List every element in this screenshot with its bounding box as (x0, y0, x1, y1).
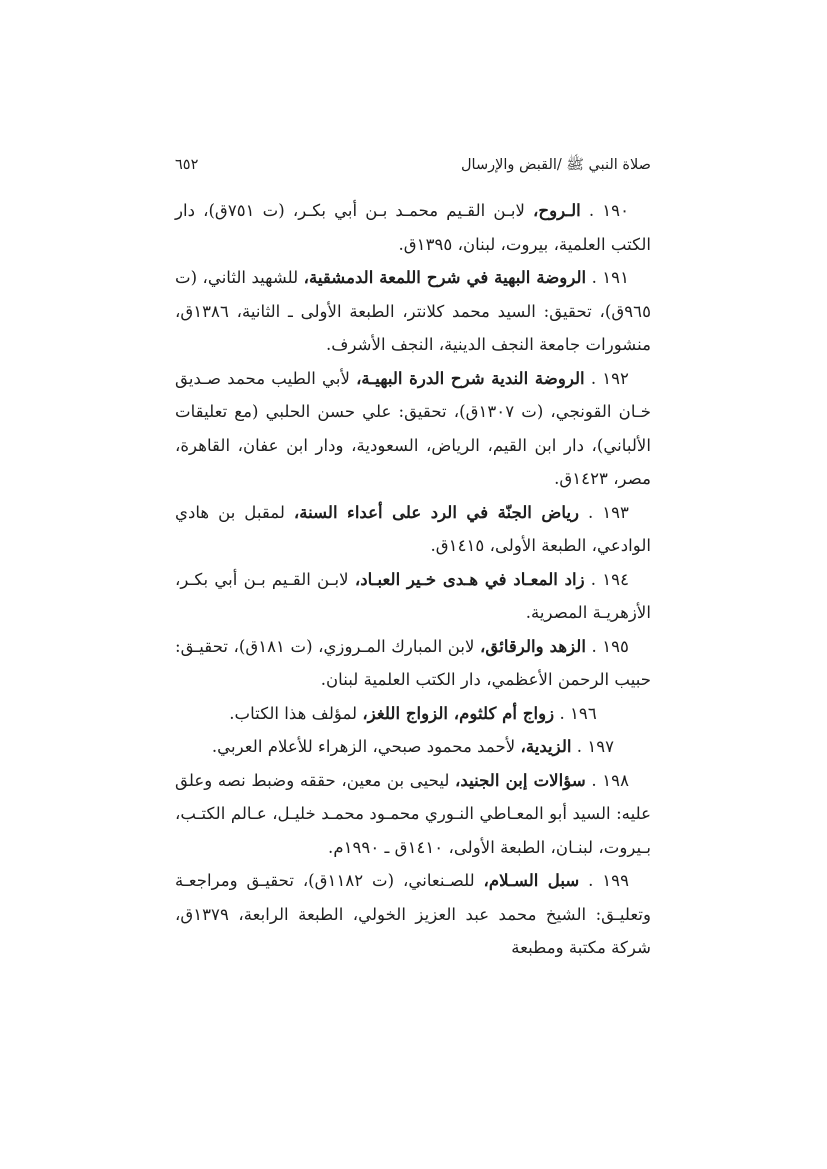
page-number: ٦٥٢ (175, 157, 199, 173)
entry-title: الزهد والرقائق، (480, 635, 586, 656)
entry-number: ١٩٩ . (588, 871, 629, 890)
entry-number: ١٩٤ . (590, 569, 630, 589)
entry-details: لمؤلف هذا الكتاب. (229, 703, 358, 723)
entry-details: ليحيى بن معين، حققه وضبط نصه وعلق عليه: السيد أبو المعـاطي النـوري محمـود محمـد خليـل، عـالم الكتـب، بـيروت، لبنـان، الطبعة الأولى، ١٤١٠ق ـ ١٩٩٠م. (175, 770, 651, 857)
entry-title: الزيدية، (520, 736, 572, 756)
entry-number: ١٩٢ . (590, 368, 629, 388)
bibliography-entry (175, 697, 651, 731)
entry-number: ١٩٦ . (559, 703, 597, 723)
entry-details: لابن المبارك المـروزي، (ت ١٨١ق)، تحقيـق: حبيب الرحمن الأعظمي، دار الكتب العلمية لبنان. (175, 636, 651, 689)
entry-title: زاد المعـاد في هـدى خـير العبـاد، (354, 568, 585, 589)
entry-title: سؤالات إبن الجنيد، (455, 769, 586, 790)
entry-details: للشهيد الثاني، (ت ٩٦٥ق)، تحقيق: السيد محمد كلانتر، الطبعة الأولى ـ الثانية، ١٣٨٦ق، منشورات جامعة النجف الدينية، النجف الأشرف. (175, 268, 651, 354)
bibliography-entry (175, 730, 651, 764)
entry-details: لابـن القـيم محمـد بـن أبي بكـر، (ت ٧٥١ق)، دار الكتب العلمية، بيروت، لبنان، ١٣٩٥ق. (175, 201, 651, 254)
entry-details: لابـن القـيم بـن أبي بكـر، الأزهريـة المصرية. (175, 569, 651, 622)
running-title: صلاة النبي ﷺ /القبض والإرسال (460, 157, 651, 173)
entry-title: سبل السـلام، (483, 870, 580, 890)
entry-title: رياض الجنّة في الرد على أعداء السنة، (293, 501, 580, 522)
entry-number: ١٩١ . (591, 268, 629, 287)
entry-number: ١٩٥ . (591, 636, 629, 656)
bibliography-entry (175, 630, 651, 697)
bibliography-entry (175, 864, 651, 965)
entry-number: ١٩٨ . (591, 770, 630, 790)
bibliography-entry (175, 362, 651, 496)
bibliography-entry (175, 496, 651, 563)
entry-title: الروضة الندية شرح الدرة البهيـة، (356, 367, 585, 388)
bibliography-entry (175, 261, 651, 362)
entry-details: لمقبل بن هادي الوادعي، الطبعة الأولى، ١٤١٥ق. (175, 502, 651, 555)
bibliography-list (175, 194, 651, 965)
entry-details: للصـنعاني، (ت ١١٨٢ق)، تحقيـق ومراجعـة وتعليـق: الشيخ محمد عبد العزيز الخولي، الطبعة الرابعة، ١٣٧٩ق، شركة مكتبة ومطبعة (175, 871, 651, 957)
entry-title: زواج أم كلثوم، الزواج اللغز، (362, 702, 555, 723)
document-page (175, 150, 651, 965)
entry-number: ١٩٧ . (576, 737, 615, 756)
entry-number: ١٩٣ . (588, 502, 629, 522)
entry-title: الـروح، (533, 200, 581, 220)
bibliography-entry (175, 194, 651, 261)
entry-number: ١٩٠ . (588, 201, 629, 220)
entry-details: لأبي الطيب محمد صـديق خـان القونجي، (ت ١٣٠٧ق)، تحقيق: علي حسن الحلبي (مع تعليقات الألباني)، دار ابن القيم، الرياض، السعودية، ودار ابن عفان، القاهرة، مصر، ١٤٢٣ق. (175, 368, 651, 488)
entry-details: لأحمد محمود صبحي، الزهراء للأعلام العربي. (211, 737, 516, 756)
bibliography-entry (175, 563, 651, 630)
bibliography-entry (175, 764, 651, 865)
entry-title: الروضة البهية في شرح اللمعة الدمشقية، (303, 267, 587, 287)
running-header (175, 150, 651, 180)
